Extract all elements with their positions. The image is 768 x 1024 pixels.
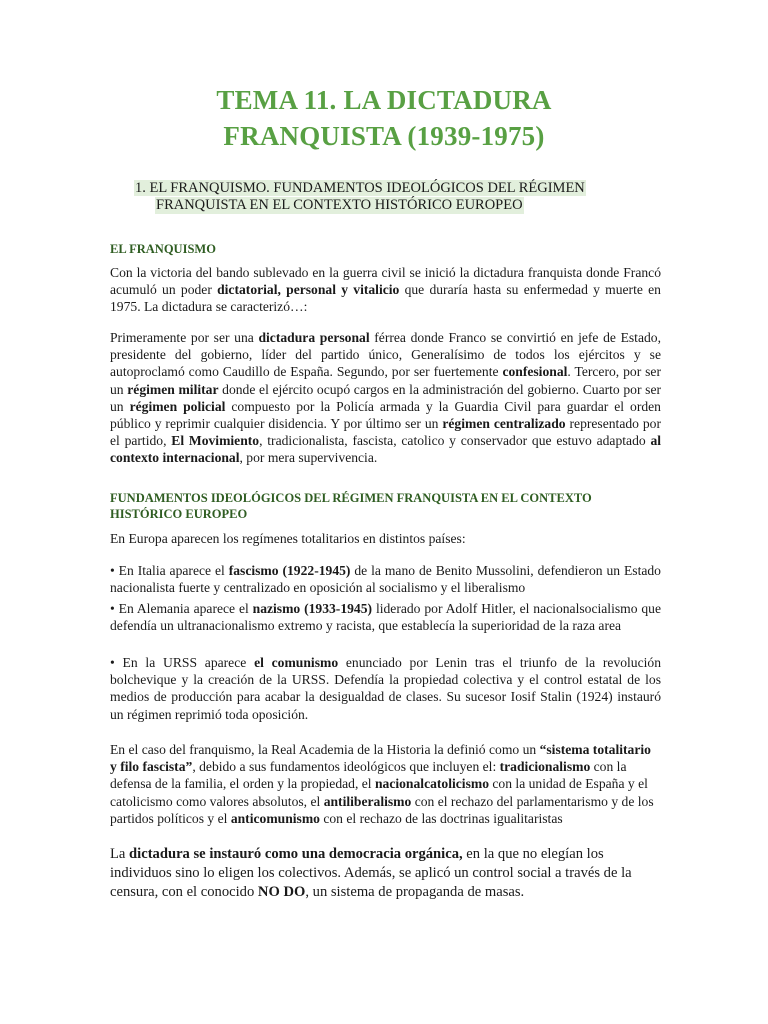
- paragraph-victoria: Con la victoria del bando sublevado en la guerra civil se inició la dictadura franquista donde Francó acumuló un poder dictatorial, personal y vitalicio que duraría hasta su enfermedad y muerte en 1975. La dictadura se caracterizó…:: [110, 265, 661, 315]
- subheading-el-franquismo: EL FRANQUISMO: [110, 242, 216, 256]
- paragraph-democracia-organica: La dictadura se instauró como una democracia orgánica, en la que no elegían los individuos sino lo eligen los colectivos. Además, se aplicó un control social a través de la censura, con el conocido NO DO, un sistema de propaganda de masas.: [110, 846, 632, 900]
- page-title: [0, 82, 768, 154]
- bullet-italia: • En Italia aparece el fascismo (1922-1945) de la mano de Benito Mussolini, defendieron un Estado nacionalista fuerte y centralizado en oposición al socialismo y el liberalismo: [110, 563, 661, 596]
- section-heading-line-1: 1. EL FRANQUISMO. FUNDAMENTOS IDEOLÓGICOS DEL RÉGIMEN: [135, 180, 585, 196]
- title-line-2: FRANQUISTA (1939-1975): [223, 121, 545, 151]
- title-line-1: TEMA 11. LA DICTADURA: [216, 85, 552, 115]
- paragraph-caracteristicas: Primeramente por ser una dictadura personal férrea donde Franco se convirtió en jefe de Estado, presidente del gobierno, líder del partido único, Generalísimo de todos los ejércitos y se autoproclamó como Caudillo de España. Segundo, por ser fuertemente confesional. Tercero, por ser un régimen militar donde el ejército ocupó cargos en la administración del gobierno. Cuarto por ser un régimen policial compuesto por la Policía armada y la Guardia Civil para guardar el orden público y reprimir cualquier disidencia. Y por último ser un régimen centralizado representado por el partido, El Movimiento, tradicionalista, fascista, catolico y conservador que estuvo adaptado al contexto internacional, por mera supervivencia.: [110, 330, 662, 466]
- section-heading-line-2: FRANQUISTA EN EL CONTEXTO HISTÓRICO EUROPEO: [156, 197, 523, 213]
- paragraph-europa: En Europa aparecen los regímenes totalitarios en distintos países:: [110, 531, 466, 546]
- bullet-alemania: • En Alemania aparece el nazismo (1933-1945) liderado por Adolf Hitler, el nacionalsocialismo que defendía un ultranacionalismo extremo y racista, que establecía la superioridad de la raza area: [110, 601, 662, 634]
- subheading-fundamentos: FUNDAMENTOS IDEOLÓGICOS DEL RÉGIMEN FRANQUISTA EN EL CONTEXTO HISTÓRICO EUROPEO: [110, 491, 592, 521]
- section-heading: [134, 180, 586, 214]
- paragraph-definicion: En el caso del franquismo, la Real Academia de la Historia la definió como un “sistema totalitario y filo fascista”, debido a sus fundamentos ideológicos que incluyen el: tradicionalismo con la defensa de la familia, el orden y la propiedad, el nacionalcatolicismo con la unidad de España y el catolicismo como valores absolutos, el antiliberalismo con el rechazo del parlamentarismo y de los partidos políticos y el anticomunismo con el rechazo de las doctrinas igualitaristas: [110, 742, 654, 826]
- bullet-urss: • En la URSS aparece el comunismo enunciado por Lenin tras el triunfo de la revolución bolchevique y la creación de la URSS. Defendía la propiedad colectiva y el control estatal de los medios de producción para acabar la desigualdad de clases. Su sucesor Iosif Stalin (1924) instauró un régimen reprimió toda oposición.: [110, 655, 662, 722]
